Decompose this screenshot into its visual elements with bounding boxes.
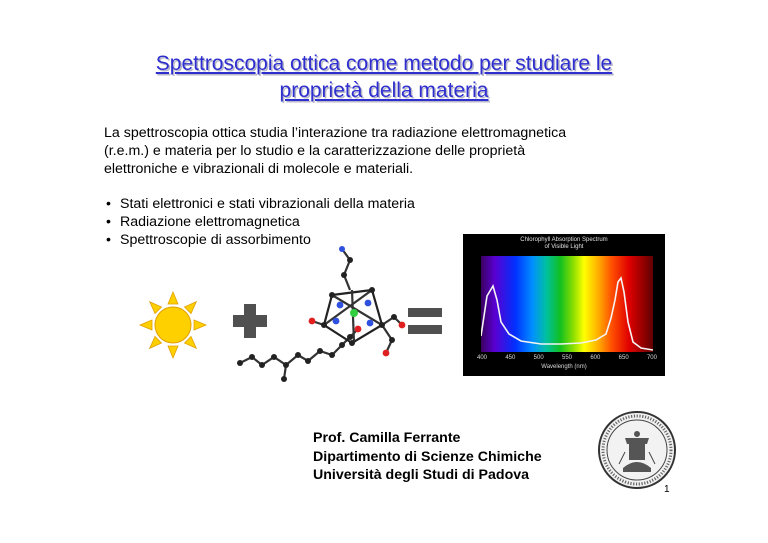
tick-label: 400 [477, 355, 488, 361]
tick-label: 700 [646, 355, 657, 361]
spectrum-ticks [477, 355, 657, 361]
page-number: 1 [664, 484, 670, 495]
author-block [313, 429, 542, 485]
university-seal-logo [597, 410, 677, 490]
bullet-item: • Stati elettronici e stati vibrazionali della materia [104, 195, 415, 213]
tick-label: 650 [618, 355, 629, 361]
sun-icon [138, 290, 208, 360]
title-line-1: Spettroscopia ottica come metodo per studiare le [155, 52, 613, 75]
tick-label: 500 [533, 355, 544, 361]
bullet-list [104, 195, 415, 249]
absorption-curve [481, 256, 653, 352]
title-line-2: proprietà della materia [279, 79, 489, 102]
spectrum-title-line-1: Chlorophyll Absorption Spectrum [520, 237, 608, 243]
bullet-item: • Radiazione elettromagnetica [104, 213, 415, 231]
tick-label: 450 [505, 355, 516, 361]
spectrum-xlabel: Wavelength (nm) [541, 364, 587, 370]
bullet-item: • Spettroscopie di assorbimento [104, 231, 415, 249]
intro-line-3: elettroniche e vibrazionali di molecole e materiali. [104, 161, 414, 177]
author-university: Università degli Studi di Padova [313, 467, 530, 483]
spectrum-title-line-2: of Visible Light [544, 244, 584, 250]
intro-line-1: La spettroscopia ottica studia l’interazione tra radiazione elettromagnetica [104, 125, 567, 141]
chlorophyll-molecule-image [232, 245, 412, 385]
intro-paragraph [104, 124, 664, 178]
intro-line-2: (r.e.m.) e materia per lo studio e la caratterizzazione delle proprietà [104, 143, 526, 159]
tick-label: 600 [590, 355, 601, 361]
equals-icon [408, 306, 442, 336]
spectrum-title [463, 237, 665, 251]
absorption-spectrum-image [463, 234, 665, 376]
author-department: Dipartimento di Scienze Chimiche [313, 448, 542, 465]
author-name: Prof. Camilla Ferrante [313, 430, 461, 446]
slide-title [60, 50, 708, 104]
tick-label: 550 [561, 355, 572, 361]
